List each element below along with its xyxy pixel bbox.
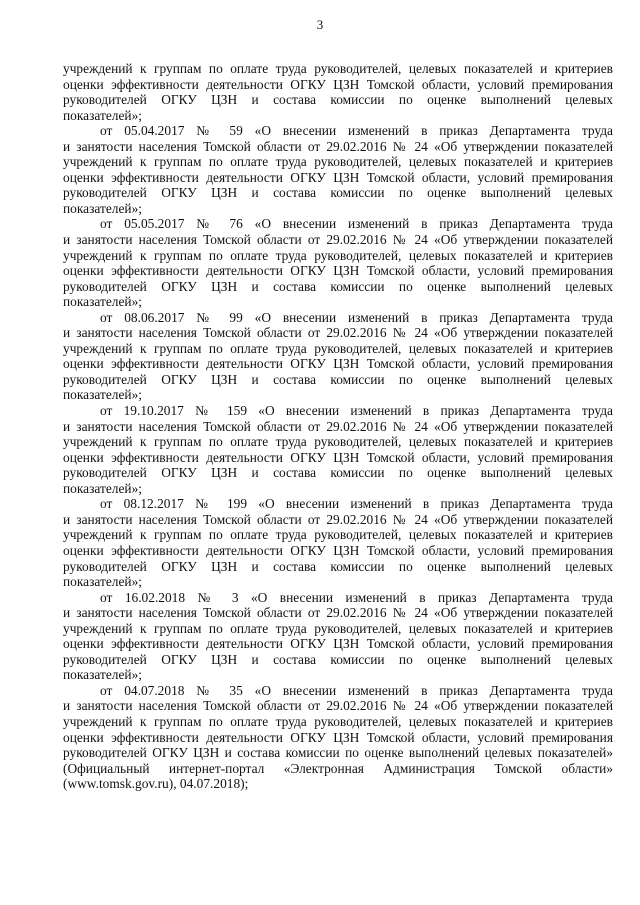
text-line: от 08.06.2017 № 99 «О внесении изменений в приказ Департамента труда (100, 309, 613, 325)
page-number: 3 (316, 17, 324, 32)
text-line: и занятости населения Томской области от 29.02.2016 № 24 «Об утверждении показателей (63, 232, 613, 248)
text-line: руководителей ОГКУ ЦЗН и состава комиссии по оценке выполнений целевых (63, 371, 613, 387)
text-line: учреждений к группам по оплате труда руководителей, целевых показателей и критериев (63, 247, 613, 263)
text-line: показателей»; (63, 667, 142, 683)
text-line: оценки эффективности деятельности ОГКУ ЦЗН Томской области, условий премирования (63, 76, 613, 92)
text-line: учреждений к группам по оплате труда руководителей, целевых показателей и критериев (63, 434, 613, 450)
text-line: руководителей ОГКУ ЦЗН и состава комиссии по оценке выполнений целевых (63, 185, 613, 201)
text-line: от 16.02.2018 № 3 «О внесении изменений в приказ Департамента труда (100, 589, 613, 605)
text-line: и занятости населения Томской области от 29.02.2016 № 24 «Об утверждении показателей (63, 511, 613, 527)
text-line: и занятости населения Томской области от 29.02.2016 № 24 «Об утверждении показателей (63, 418, 613, 434)
text-line: учреждений к группам по оплате труда руководителей, целевых показателей и критериев (63, 61, 613, 76)
text-line: руководителей ОГКУ ЦЗН и состава комиссии по оценке выполнений целевых показателей» (63, 745, 613, 761)
text-line: руководителей ОГКУ ЦЗН и состава комиссии по оценке выполнений целевых (63, 651, 613, 667)
text-line: оценки эффективности деятельности ОГКУ ЦЗН Томской области, условий премирования (63, 542, 613, 558)
document-body (63, 61, 613, 792)
text-line: оценки эффективности деятельности ОГКУ ЦЗН Томской области, условий премирования (63, 356, 613, 372)
text-line: оценки эффективности деятельности ОГКУ ЦЗН Томской области, условий премирования (63, 729, 613, 745)
text-line: от 05.05.2017 № 76 «О внесении изменений в приказ Департамента труда (100, 216, 613, 232)
text-line: показателей»; (63, 294, 142, 310)
text-line: и занятости населения Томской области от 29.02.2016 № 24 «Об утверждении показателей (63, 605, 613, 621)
text-line: показателей»; (63, 107, 142, 123)
text-line: руководителей ОГКУ ЦЗН и состава комиссии по оценке выполнений целевых (63, 278, 613, 294)
text-line: показателей»; (63, 200, 142, 216)
text-line: от 19.10.2017 № 159 «О внесении изменений в приказ Департамента труда (100, 403, 613, 419)
text-line: руководителей ОГКУ ЦЗН и состава комиссии по оценке выполнений целевых (63, 465, 613, 481)
text-line: оценки эффективности деятельности ОГКУ ЦЗН Томской области, условий премирования (63, 169, 613, 185)
text-line: учреждений к группам по оплате труда руководителей, целевых показателей и критериев (63, 340, 613, 356)
text-line: учреждений к группам по оплате труда руководителей, целевых показателей и критериев (63, 527, 613, 543)
text-line: учреждений к группам по оплате труда руководителей, целевых показателей и критериев (63, 713, 613, 729)
text-line: и занятости населения Томской области от 29.02.2016 № 24 «Об утверждении показателей (63, 325, 613, 341)
text-line: руководителей ОГКУ ЦЗН и состава комиссии по оценке выполнений целевых (63, 558, 613, 574)
text-line: учреждений к группам по оплате труда руководителей, целевых показателей и критериев (63, 154, 613, 170)
text-line: показателей»; (63, 387, 142, 403)
text-line: оценки эффективности деятельности ОГКУ ЦЗН Томской области, условий премирования (63, 263, 613, 279)
text-line: показателей»; (63, 480, 142, 496)
text-line: учреждений к группам по оплате труда руководителей, целевых показателей и критериев (63, 620, 613, 636)
text-line: и занятости населения Томской области от 29.02.2016 № 24 «Об утверждении показателей (63, 698, 613, 714)
text-line: (www.tomsk.gov.ru), 04.07.2018); (63, 776, 249, 792)
text-line: от 04.07.2018 № 35 «О внесении изменений в приказ Департамента труда (100, 682, 613, 698)
text-line: оценки эффективности деятельности ОГКУ ЦЗН Томской области, условий премирования (63, 636, 613, 652)
text-line: руководителей ОГКУ ЦЗН и состава комиссии по оценке выполнений целевых (63, 92, 613, 108)
text-line: (Официальный интернет-портал «Электронная Администрация Томской области» (63, 760, 613, 776)
text-line: показателей»; (63, 574, 142, 590)
text-line: от 08.12.2017 № 199 «О внесении изменений в приказ Департамента труда (100, 496, 613, 512)
text-line: оценки эффективности деятельности ОГКУ ЦЗН Томской области, условий премирования (63, 449, 613, 465)
text-line: от 05.04.2017 № 59 «О внесении изменений в приказ Департамента труда (100, 123, 613, 139)
text-line: и занятости населения Томской области от 29.02.2016 № 24 «Об утверждении показателей (63, 138, 613, 154)
